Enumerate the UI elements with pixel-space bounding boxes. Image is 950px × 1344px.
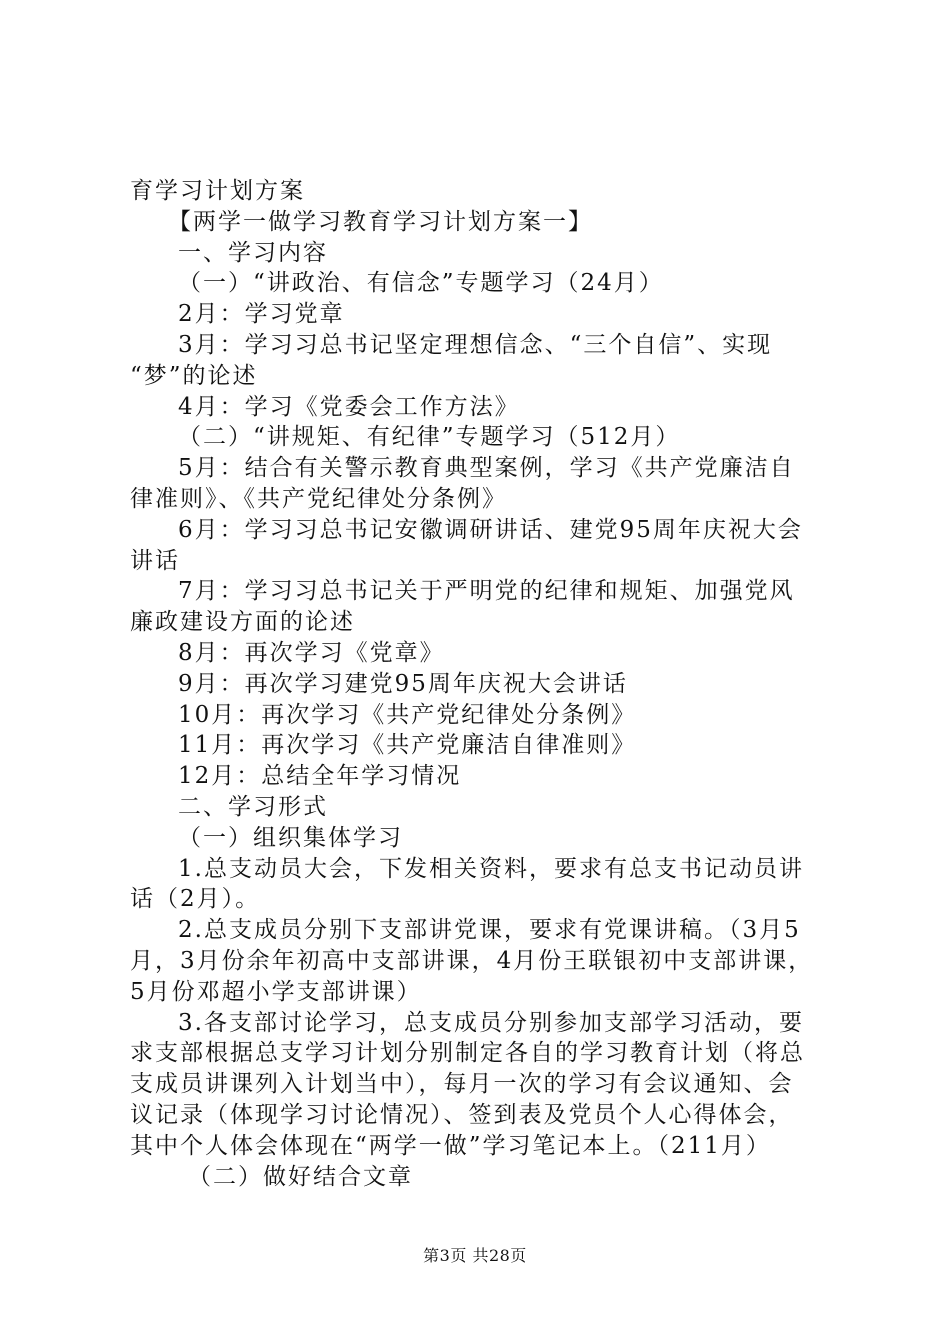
page-footer: 第3页 共28页 <box>423 1246 527 1265</box>
text-line: 支成员讲课列入计划当中），每月一次的学习有会议通知、会 <box>130 1071 794 1098</box>
text-line: 4月：学习《党委会工作方法》 <box>178 393 520 420</box>
text-line: 话（2月）。 <box>130 886 261 913</box>
text-line: （二）做好结合文章 <box>188 1163 413 1190</box>
text-line: 1.总支动员大会，下发相关资料，要求有总支书记动员讲 <box>178 855 804 882</box>
text-line: 育学习计划方案 <box>130 178 305 204</box>
text-line: 讲话 <box>130 547 180 574</box>
text-line: 其中个人体会体现在“两学一做”学习笔记本上。（211月） <box>130 1132 771 1159</box>
text-line: 12月：总结全年学习情况 <box>178 763 462 790</box>
text-line: 2月：学习党章 <box>178 301 345 328</box>
text-line: 【两学一做学习教育学习计划方案一】 <box>168 208 593 235</box>
text-line: 求支部根据总支学习计划分别制定各自的学习教育计划（将总 <box>130 1040 805 1067</box>
text-line: 5月：结合有关警示教育典型案例，学习《共产党廉洁自 <box>178 455 795 482</box>
text-line: （二）“讲规矩、有纪律”专题学习（512月） <box>178 424 681 451</box>
text-line: 9月：再次学习建党95周年庆祝大会讲话 <box>178 670 628 697</box>
text-line: 10月：再次学习《共产党纪律处分条例》 <box>178 701 637 728</box>
text-line: 月，3月份余年初高中支部讲课，4月份王联银初中支部讲课， <box>130 947 814 974</box>
text-line: 廉政建设方面的论述 <box>130 609 355 636</box>
text-line: 7月：学习习总书记关于严明党的纪律和规矩、加强党风 <box>178 578 795 605</box>
text-line: 11月：再次学习《共产党廉洁自律准则》 <box>178 732 637 759</box>
text-line: （一）组织集体学习 <box>178 824 403 851</box>
text-line: （一）“讲政治、有信念”专题学习（24月） <box>178 270 664 297</box>
text-line: 3.各支部讨论学习，总支成员分别参加支部学习活动，要 <box>178 1009 804 1036</box>
document-body <box>130 176 835 1192</box>
text-line: “梦”的论述 <box>130 362 258 389</box>
text-line: 8月：再次学习《党章》 <box>178 639 445 666</box>
text-line: 6月：学习习总书记安徽调研讲话、建党95周年庆祝大会 <box>178 516 803 543</box>
text-line: 5月份邓超小学支部讲课） <box>130 978 422 1005</box>
text-line: 议记录（体现学习讨论情况）、签到表及党员个人心得体会， <box>130 1101 794 1128</box>
text-line: 3月：学习习总书记坚定理想信念、“三个自信”、实现 <box>178 331 773 358</box>
text-line: 律准则》、《共产党纪律处分条例》 <box>130 485 507 512</box>
text-line: 2.总支成员分别下支部讲党课，要求有党课讲稿。（3月5 <box>178 917 801 944</box>
text-line: 一、学习内容 <box>178 239 328 266</box>
text-line: 二、学习形式 <box>178 793 328 820</box>
